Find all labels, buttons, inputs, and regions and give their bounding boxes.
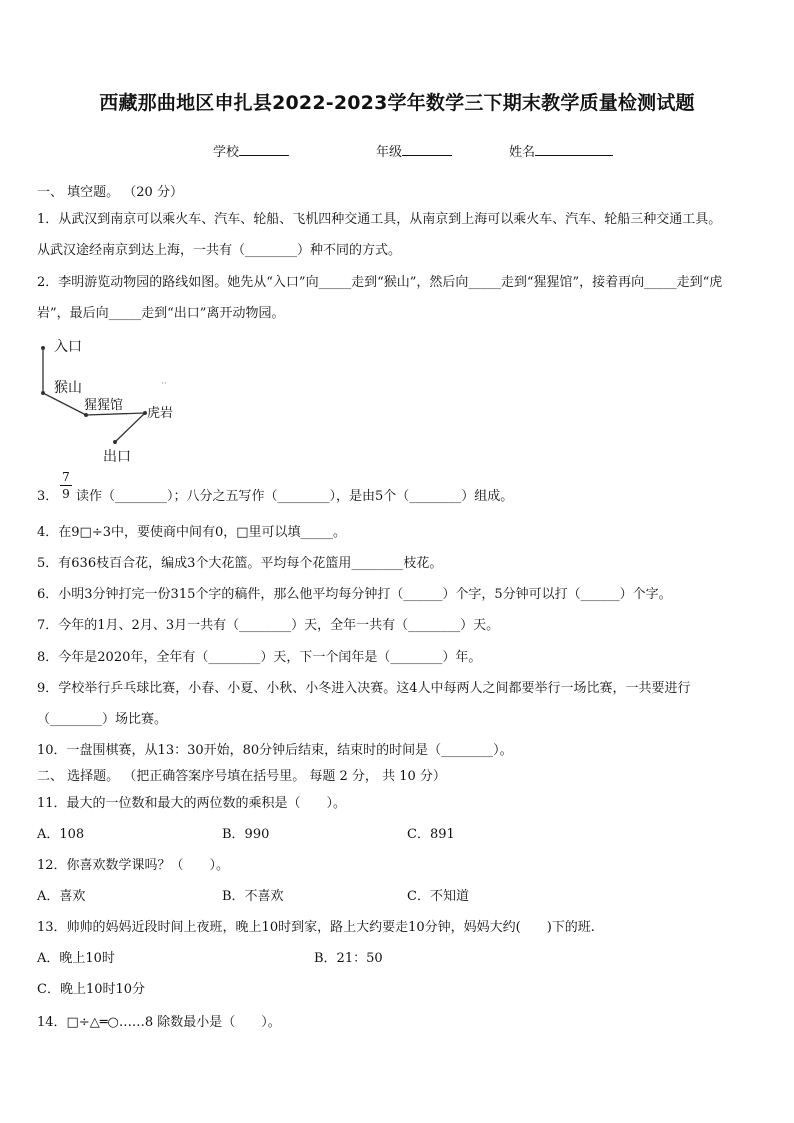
grade-label: 年级 [376,145,403,160]
entrance-label: 入口 [54,339,82,355]
question-9-line-1: 9．学校举行乒乓球比赛，小春、小夏、小秋、小冬进入决赛。这4人中每两人之间都要举行一场比赛，一共要进行 [37,681,691,696]
tiger-rock-label: 虎岩 [147,406,174,421]
fraction-numerator: 7 [62,470,70,484]
fraction-denominator: 9 [62,487,70,501]
exit-label: 出口 [103,449,131,465]
question-6: 6．小明3分钟打完一份315个字的稿件，那么他平均每分钟打（______）个字，5分钟可以打（______）个字。 [37,587,672,602]
question-7: 7．今年的1月、2月、3月一共有（________）天，全年一共有（________）天。 [37,618,500,633]
question-11: 11．最大的一位数和最大的两位数的乘积是（ ）。 [37,796,347,811]
question-3-number: 3． [37,489,59,504]
entrance-point [41,346,45,350]
question-2-line-2: 岩”，最后向_____走到“出口”离开动物园。 [37,306,285,321]
question-8: 8．今年是2020年，全年有（________）天，下一个闰年是（________）年。 [37,650,482,665]
name-label: 姓名 [509,145,536,160]
question-14: 14．□÷△═○……8 除数最小是（ ）。 [37,1015,281,1030]
question-4: 4．在9□÷3中，要使商中间有0，□里可以填_____。 [37,525,347,540]
fraction-bar [60,485,72,486]
question-11-option-c[interactable]: C．891 [407,827,455,842]
name-field [509,141,613,160]
gorilla-house-point [84,413,88,417]
question-11-option-a[interactable]: A．108 [37,827,85,842]
question-1-line-1: 1．从武汉到南京可以乘火车、汽车、轮船、飞机四种交通工具，从南京到上海可以乘火车、汽车、轮船三种交通工具。 [37,212,722,227]
section-choice-heading: 二、 选择题。 （把正确答案序号填在括号里。 每题 2 分， 共 10 分） [37,769,446,784]
page-title: 西藏那曲地区申扎县2022-2023学年数学三下期末教学质量检测试题 [99,92,695,114]
question-12-option-a[interactable]: A．喜欢 [37,889,86,904]
grade-field [376,141,452,160]
question-13-option-a[interactable]: A．晚上10时 [37,951,115,966]
question-3-text: 读作（________）；八分之五写作（________），是由5个（________）组成。 [76,489,514,504]
zoo-route-map [30,332,190,467]
name-blank[interactable] [535,143,613,156]
monkey-hill-point [41,391,45,395]
question-12-option-b[interactable]: B．不喜欢 [222,889,284,904]
question-13: 13．帅帅的妈妈近段时间上夜班，晚上10时到家，路上大约要走10分钟，妈妈大约( )下的班. [37,920,595,935]
school-label: 学校 [213,145,240,160]
question-2-line-1: 2．李明游览动物园的路线如图。她先从“入口”向_____走到“猴山”，然后向_____走到“猩猩馆”，接着再向_____走到“虎 [37,275,723,290]
question-12-option-c[interactable]: C．不知道 [407,889,469,904]
section-fill-blank-heading: 一、 填空题。 （20 分） [37,185,183,200]
exit-point [113,440,117,444]
gorilla-house-label: 猩猩馆 [84,398,124,413]
stray-dots: ·· [161,379,167,389]
question-5: 5．有636枝百合花，编成3个大花篮。平均每个花篮用________枝花。 [37,556,443,571]
question-9-line-2: （________）场比赛。 [37,712,168,727]
school-blank[interactable] [239,143,289,156]
grade-blank[interactable] [402,143,452,156]
school-field [213,141,289,160]
question-1-line-2: 从武汉途经南京到达上海，一共有（________）种不同的方式。 [37,243,402,258]
fraction-seven-ninths [60,470,72,501]
question-11-option-b[interactable]: B．990 [222,827,270,842]
question-13-option-b[interactable]: B．21：50 [314,951,383,966]
monkey-hill-label: 猴山 [54,380,82,396]
question-10: 10．一盘围棋赛，从13：30开始，80分钟后结束，结束时的时间是（________）。 [37,743,513,758]
question-13-option-c[interactable]: C．晚上10时10分 [37,982,146,997]
question-12: 12．你喜欢数学课吗？（ ）。 [37,858,230,873]
